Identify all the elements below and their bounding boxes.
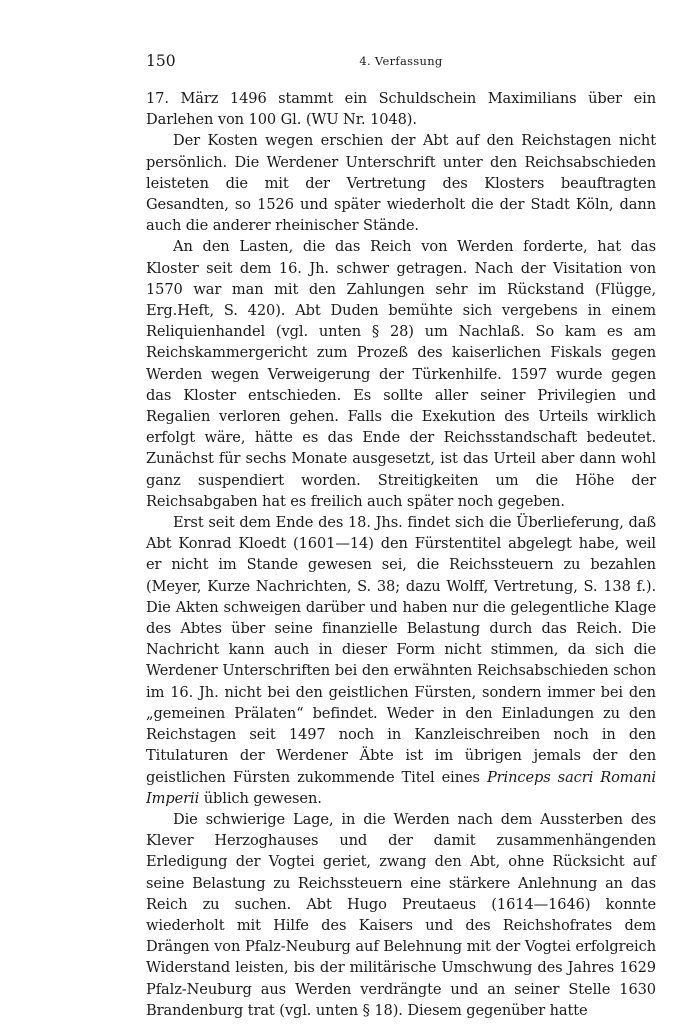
latin-title: Princeps sacri Romani Imperii [146, 768, 656, 807]
page-header [146, 52, 656, 74]
paragraph: Die schwierige Lage, in die Werden nach dem Aussterben des Klever Herzoghauses und der damit zusammenhängenden Erledigung der Vogtei geriet, zwang den Abt, ohne Rücksicht auf seine Belastung zu Reichssteuern eine stärkere Anlehnung an das Reich zu suchen. Abt Hugo Preutaeus (1614—1646) konnte wiederholt mit Hilfe des Kaisers und des Reichshofrates dem Drängen von Pfalz-Neuburg auf Belehnung mit der Vogtei erfolgreich Widerstand leisten, bis der militärische Umschwung des Jahres 1629 Pfalz-Neuburg aus Werden verdrängte und an seiner Stelle 1630 Brandenburg trat (vgl. unten § 18). Diesem gegenüber hatte [146, 810, 656, 1019]
book-page [146, 52, 656, 1021]
paragraph: 17. März 1496 stammt ein Schuldschein Maximilians über ein Darlehen von 100 Gl. (WU Nr. 1048). [146, 90, 656, 129]
paragraph [146, 512, 656, 809]
paragraph: An den Lasten, die das Reich von Werden forderte, hat das Kloster seit dem 16. Jh. schwer getragen. Nach der Visitation von 1570 war man mit den Zahlungen sehr im Rückstand (Flügge, Erg.Heft, S. 420). Abt Duden bemühte sich vergebens in einem Reliquienhandel (vgl. unten § 28) um Nachlaß. So kam es am Reichskammergericht zum Prozeß des kaiserlichen Fiskals gegen Werden wegen Verweigerung der Türkenhilfe. 1597 wurde gegen das Kloster entschieden. Es sollte aller seiner Privilegien und Regalien verloren gehen. Falls die Exekution des Urteils wirklich erfolgt wäre, hätte es das Ende der Reichsstandschaft bedeutet. Zunächst für sechs Monate ausgesetzt, ist das Urteil aber dann wohl ganz suspendiert worden. Streitigkeiten um die Höhe der Reichsabgaben hat es freilich auch später noch gegeben. [146, 238, 656, 510]
paragraph-text: Erst seit dem Ende des 18. Jhs. findet sich die Überlieferung, daß Abt Konrad Kloedt (1601—14) den Fürstentitel abgelegt habe, weil er nicht im Stande gewesen sei, die Reichssteuern zu bezahlen (Meyer, Kurze Nachrichten, S. 38; dazu Wolff, Vertretung, S. 138 f.). Die Akten schweigen darüber und haben nur die gelegentliche Klage des Abtes über seine finanzielle Belastung durch das Reich. Die Nachricht kann auch in dieser Form nicht stimmen, da sich die Werdener Unterschriften bei den erwähnten Reichsabschieden schon im 16. Jh. nicht bei den geistlichen Fürsten, sondern immer bei den „gemeinen Prälaten“ befindet. Weder in den Einladungen zu den Reichstagen seit 1497 noch in Kanzleischreiben noch in den Titulaturen der Werdener Äbte ist im übrigen jemals der den geistlichen Fürsten zukommende Titel eines [146, 514, 656, 786]
page-number: 150 [146, 52, 176, 70]
body-text [146, 88, 656, 1021]
running-head: 4. Verfassung [359, 54, 443, 68]
paragraph-text-end: üblich gewesen. [199, 789, 322, 807]
paragraph: Der Kosten wegen erschien der Abt auf den Reichstagen nicht persönlich. Die Werdener Unterschrift unter den Reichsabschieden leisteten die mit der Vertretung des Klosters beauftragten Gesandten, so 1526 und später wiederholt die der Stadt Köln, dann auch die anderer rheinischer Stände. [146, 132, 656, 235]
